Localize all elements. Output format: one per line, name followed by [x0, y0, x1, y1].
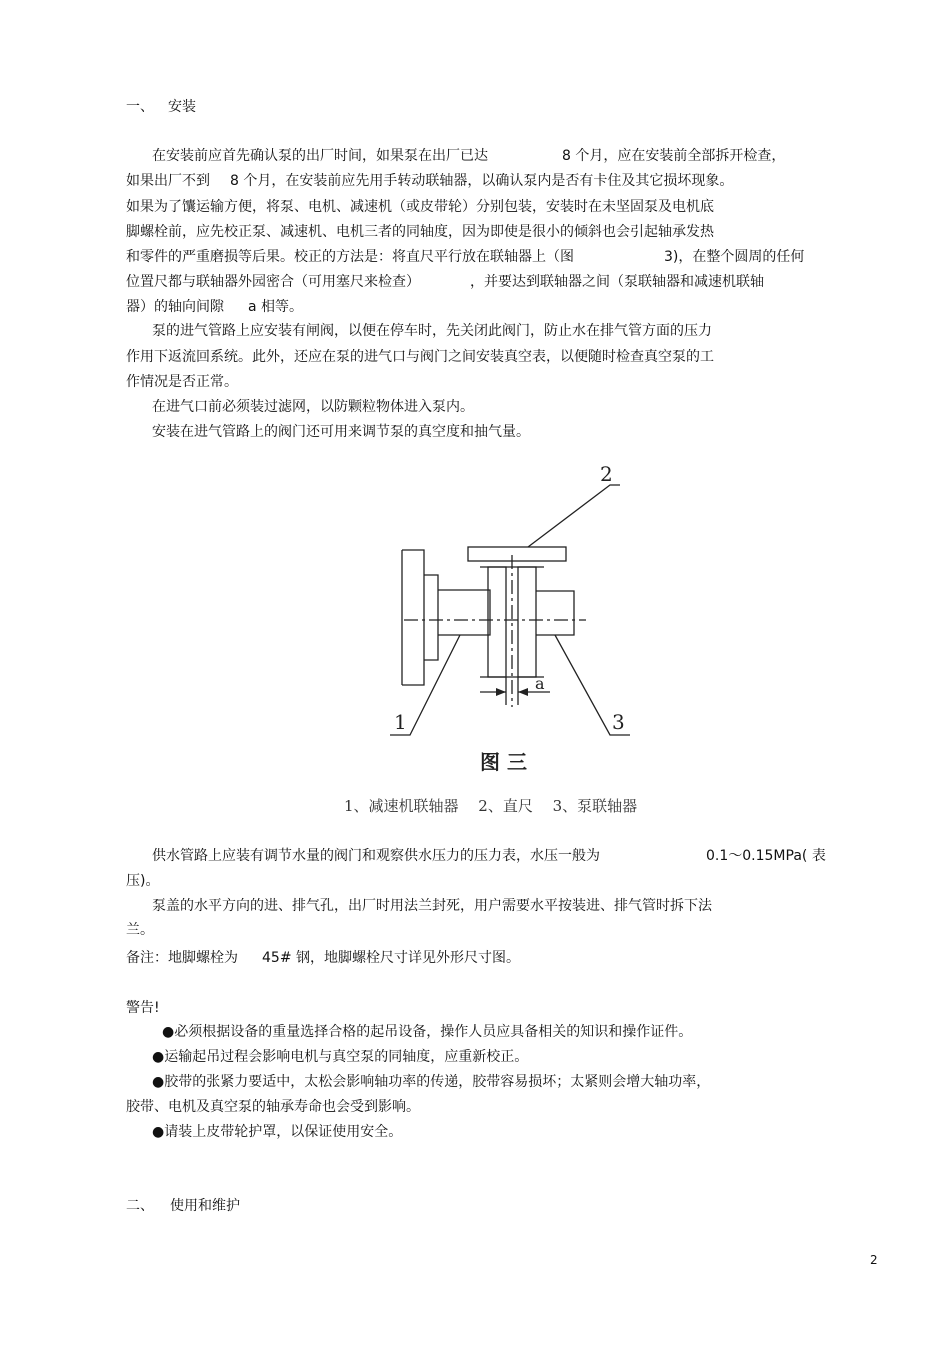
para5-line1a: 供水管路上应装有调节水量的阀门和观察供水压力的压力表，水压一般为	[152, 848, 600, 864]
para3: 在进气口前必须装过滤网，以防颗粒物体进入泵内。	[152, 399, 474, 415]
para1-line7a: 器）的轴向间隙	[126, 299, 224, 315]
para1-line6a: 位置尺都与联轴器外园密合（可用塞尺来检查）	[126, 274, 420, 290]
warning-item-2: ●运输起吊过程会影响电机与真空泵的同轴度，应重新校正。	[152, 1049, 529, 1065]
para6-line1: 泵盖的水平方向的进、排气孔，出厂时用法兰封死，用户需要水平按装进、排气管时拆下法	[152, 898, 712, 914]
section2-number: 二、	[126, 1198, 154, 1214]
para1-line1a: 在安装前应首先确认泵的出厂时间，如果泵在出厂已达	[152, 148, 488, 164]
figure-caption: 1、减速机联轴器 2、直尺 3、泵联轴器	[344, 797, 638, 815]
para2-line3: 作情况是否正常。	[126, 374, 238, 390]
section-number: 一、	[126, 99, 154, 115]
dimension-arrow-left	[496, 688, 506, 696]
coupling-alignment-figure	[330, 455, 710, 825]
para1-line3: 如果为了馕运输方便，将泵、电机、减速机（或皮带轮）分别包装，安装时在未坚固泵及电机底	[126, 199, 714, 215]
warning-item-3b: 胶带、电机及真空泵的轴承寿命也会受到影响。	[126, 1099, 420, 1115]
para1-line2a: 如果出厂不到	[126, 173, 210, 189]
para1-line7b: a 相等。	[248, 299, 304, 315]
warning-item-4: ●请装上皮带轮护罩，以保证使用安全。	[152, 1124, 403, 1140]
para1-line4: 脚螺栓前，应先校正泵、减速机、电机三者的同轴度，因为即使是很小的倾斜也会引起轴承发热	[126, 224, 714, 240]
warning-item-1: ●必须根据设备的重量选择合格的起吊设备，操作人员应具备相关的知识和操作证件。	[162, 1024, 693, 1040]
warning-title: 警告!	[126, 1000, 160, 1016]
figure-label-1: 1	[394, 710, 407, 734]
section2-title: 使用和维护	[170, 1198, 240, 1214]
para4: 安装在进气管路上的阀门还可用来调节泵的真空度和抽气量。	[152, 424, 530, 440]
para1-line1b: 8 个月，应在安装前全部拆开检查，	[562, 148, 786, 164]
para6-line2: 兰。	[126, 922, 154, 938]
figure-title: 图 三	[480, 750, 527, 774]
note-text: 45# 钢，地脚螺栓尺寸详见外形尺寸图。	[262, 950, 520, 966]
note-label: 备注：地脚螺栓为	[126, 950, 238, 966]
para2-line2: 作用下返流回系统。此外，还应在泵的进气口与阀门之间安装真空表，以便随时检查真空泵的工	[126, 349, 714, 365]
figure-label-a: a	[535, 674, 545, 693]
para1-line5b: 3)，在整个圆周的任何	[664, 249, 805, 265]
para1-line6b: ，并要达到联轴器之间（泵联轴器和减速机联轴	[470, 274, 764, 290]
figure-label-2: 2	[600, 462, 613, 486]
para5-line1b: 0.1～0.15MPa( 表	[706, 848, 826, 864]
para1-line5a: 和零件的严重磨损等后果。校正的方法是：将直尺平行放在联轴器上（图	[126, 249, 574, 265]
section-title: 安装	[168, 99, 196, 115]
page-number: 2	[870, 1253, 878, 1267]
figure-label-3: 3	[612, 710, 625, 734]
para5-line2: 压)。	[126, 873, 160, 889]
dimension-arrow-right	[518, 688, 528, 696]
warning-item-3a: ●胶带的张紧力要适中，太松会影响轴功率的传递，胶带容易损坏；太紧则会增大轴功率，	[152, 1074, 711, 1090]
para1-line2b: 8 个月，在安装前应先用手转动联轴器，以确认泵内是否有卡住及其它损坏现象。	[230, 173, 734, 189]
para2-line1: 泵的进气管路上应安装有闸阀，以便在停车时，先关闭此阀门，防止水在排气管方面的压力	[152, 323, 712, 339]
